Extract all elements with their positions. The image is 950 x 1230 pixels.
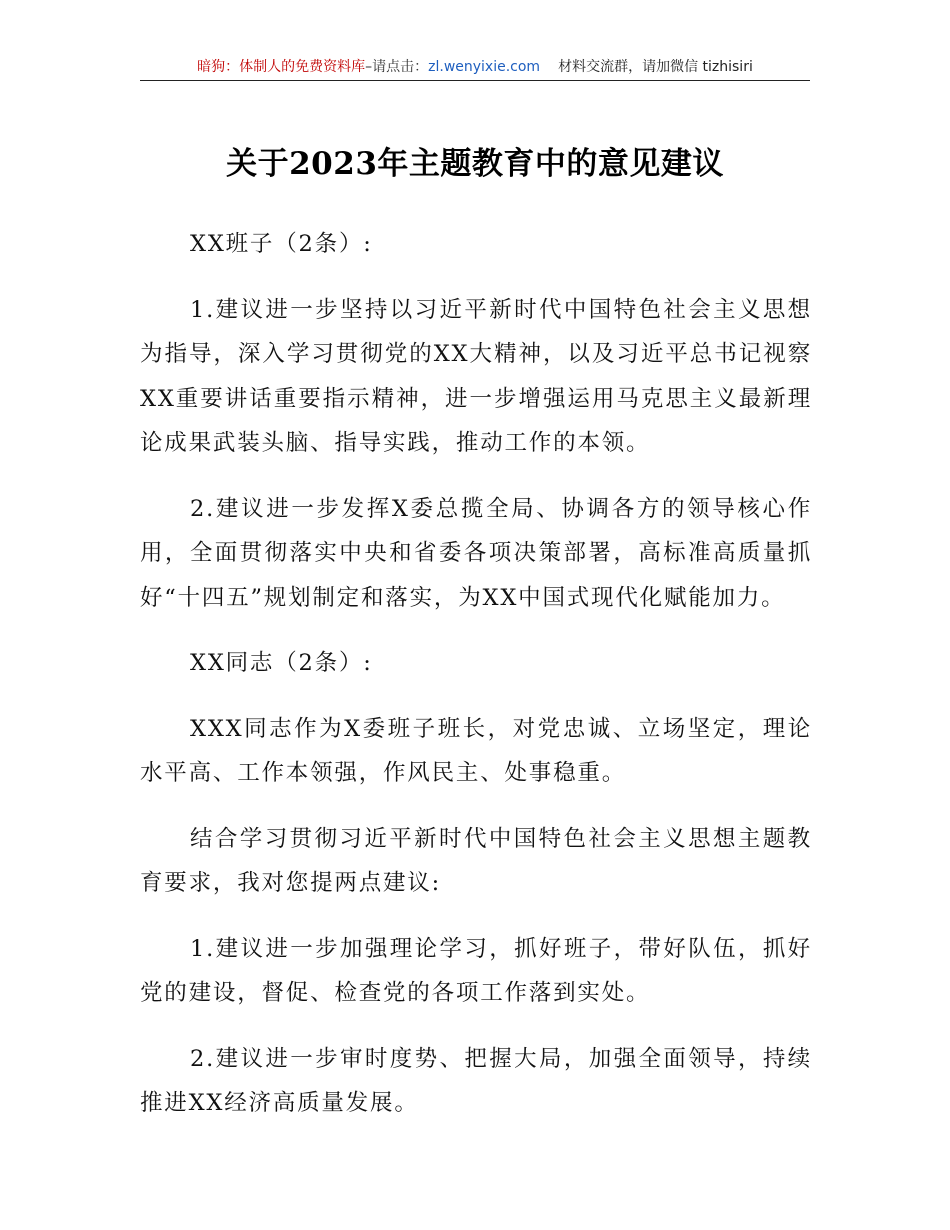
- comrade-assessment: XXX同志作为X委班子班长，对党忠诚、立场坚定，理论水平高、工作本领强，作风民主、处事稳重。: [140, 715, 812, 786]
- team-suggestion-1: 1.建议进一步坚持以习近平新时代中国特色社会主义思想为指导，深入学习贯彻党的XX大精神，以及习近平总书记视察XX重要讲话重要指示精神，进一步增强运用马克思主义最新理论成果武装头脑、指导实践，推动工作的本领。: [140, 296, 812, 456]
- comrade-suggestion-2: 2.建议进一步审时度势、把握大局，加强全面领导，持续推进XX经济高质量发展。: [140, 1045, 812, 1116]
- comrade-suggestion-1: 1.建议进一步加强理论学习，抓好班子，带好队伍，抓好党的建设，督促、检查党的各项工作落到实处。: [140, 935, 812, 1006]
- header-link[interactable]: zl.wenyixie.com: [428, 59, 541, 75]
- team-suggestion-2: 2.建议进一步发挥X委总揽全局、协调各方的领导核心作用，全面贯彻落实中央和省委各项决策部署，高标准高质量抓好“十四五”规划制定和落实，为XX中国式现代化赋能加力。: [140, 495, 812, 611]
- header-group-info: 材料交流群，请加微信 tizhisiri: [558, 59, 753, 75]
- document-body: [140, 222, 812, 1147]
- header-prompt: –请点击：: [365, 59, 429, 75]
- section-heading-comrade: XX同志（2条）:: [190, 650, 373, 676]
- section-heading-team: XX班子（2条）:: [190, 231, 373, 257]
- page-header: [140, 56, 810, 81]
- document-title: 关于2023年主题教育中的意见建议: [226, 146, 724, 182]
- header-brand: 暗狗：体制人的免费资料库: [197, 59, 366, 75]
- comrade-intro: 结合学习贯彻习近平新时代中国特色社会主义思想主题教育要求，我对您提两点建议:: [140, 825, 812, 896]
